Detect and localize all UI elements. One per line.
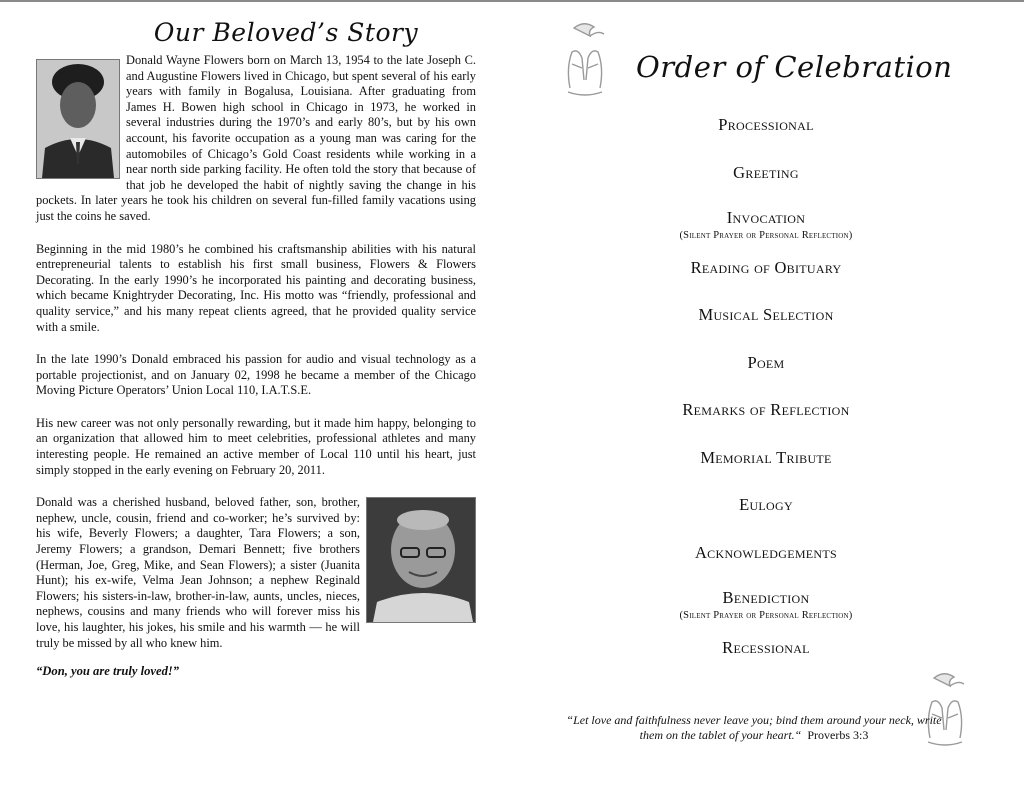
program-item-remarks-of-reflection: Remarks of Reflection xyxy=(682,400,850,419)
program-item-memorial-tribute: Memorial Tribute xyxy=(700,447,832,467)
program-item-benediction: Benediction (Silent Prayer or Personal Reflection) xyxy=(550,585,982,633)
program-item-processional: Processional xyxy=(718,115,814,134)
page-top-rule xyxy=(0,0,1024,2)
scripture-verse: “Let love and faithfulness never leave you; bind them around your neck, write them on the tablet of your heart.“ Proverbs 3:3 xyxy=(566,713,942,742)
story-paragraph-5: Donald was a cherished husband, beloved father, son, brother, nephew, uncle, cousin, friend and co-worker; he’s survived by: his wife, Beverly Flowers; a daughter, Tara Flowers; a son, Jeremy Flowers; a grandson, Demari Bennett; five brothers (Herman, Joe, Greg, Mike, and Sean Flowers); a sister (Juanita Hunt); his ex-wife, Velma Jean Johnson; a nephew Reginald Flowers; his sisters-in-law, brother-in-law, aunts, uncles, nieces, nephews, cousins and many friends who will forever miss his love, his laughter, his jokes, his smile and his warmth — he will truly be missed by all who knew him. xyxy=(36,495,476,651)
scripture-reference: Proverbs 3:3 xyxy=(807,728,869,742)
program-item-eulogy: Eulogy xyxy=(739,495,793,514)
portrait-young-photo xyxy=(36,59,120,179)
program-item-note: (Silent Prayer or Personal Reflection) xyxy=(679,610,853,621)
portrait-older-photo xyxy=(366,497,476,623)
program-item-musical-selection: Musical Selection xyxy=(698,305,834,324)
program-item-poem: Poem xyxy=(747,352,785,372)
program-item-acknowledgements: Acknowledgements xyxy=(694,542,838,562)
closing-line: “Don, you are truly loved!” xyxy=(36,664,180,679)
program-item-greeting: Greeting xyxy=(733,162,799,182)
story-title: Our Beloved’s Story xyxy=(153,18,419,47)
story-paragraph-4: His new career was not only personally rewarding, but it made him happy, belonging to an organization that allowed him to meet celebrities, professional athletes and many interesting people. He remained an active member of Local 110 until his heart, just simply stopped in the early evening on February 20, 2011. xyxy=(36,415,476,477)
program-item-note: (Silent Prayer or Personal Reflection) xyxy=(679,230,853,241)
program-item-invocation: Invocation (Silent Prayer or Personal Reflection) xyxy=(550,205,982,253)
program-item-recessional: Recessional xyxy=(722,637,810,657)
story-paragraph-1: Donald Wayne Flowers born on March 13, 1954 to the late Joseph C. and Augustine Flowers lived in Chicago, but spent several of his early years with family in Bogalusa, Louisiana. After graduating from James H. Bowen high school in Chicago in 1973, he worked in several industries during the 1970’s and early 80’s, but by his own account, his favorite occupation as a young man was caring for the automobiles of Chicago’s Gold Coast residents while working in a near north side parking facility. He often told the story that because of that job he developed the habit of nightly saving the change in his pockets. In later years he took his children on several fun-filled family vacations using just the coins he saved. xyxy=(36,53,476,223)
program-item-reading-of-obituary: Reading of Obituary xyxy=(690,257,842,277)
obituary-page xyxy=(36,8,476,679)
story-paragraph-2: Beginning in the mid 1980’s he combined his craftsmanship abilities with his natural entrepreneurial talents to establish his first small business, Flowers & Flowers Decorating. In the early 1990’s he incorporated his painting and decorating business, which became Knightryder Decorating, Inc. His motto was “friendly, professional and quality service,” and his many repeat clients agreed, that he provided quality service with a smile. xyxy=(36,241,476,334)
order-of-service-list xyxy=(550,110,982,680)
story-paragraph-3: In the late 1990’s Donald embraced his passion for audio and visual technology as a portable projectionist, and on January 02, 1998 he became a member of the Chicago Moving Picture Operators’ Union Local 110, I.A.T.S.E. xyxy=(36,352,476,398)
praying-hands-dove-icon xyxy=(560,18,610,98)
order-title: Order of Celebration xyxy=(636,50,953,84)
